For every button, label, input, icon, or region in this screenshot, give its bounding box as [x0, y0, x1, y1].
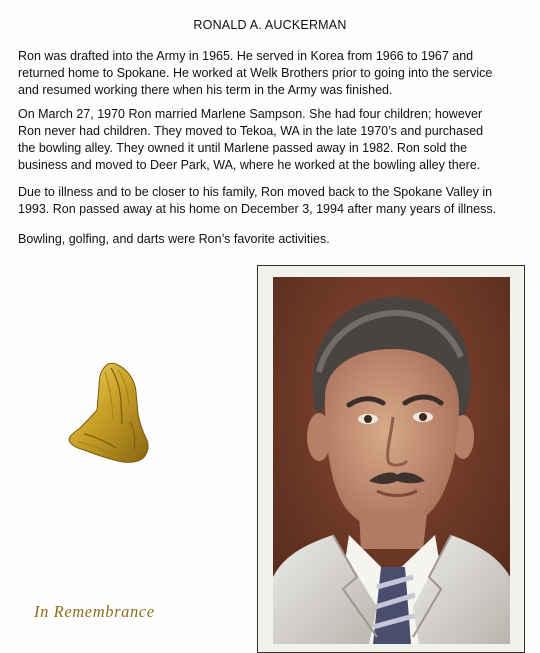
paragraph-military [18, 48, 540, 99]
paragraph-illness [18, 184, 540, 218]
text-line: On March 27, 1970 Ron married Marlene Sampson. She had four children; however [18, 107, 483, 121]
text-line: and resumed working there when his term in the Army was finished. [18, 83, 393, 97]
paragraph-activities [18, 231, 540, 248]
text-line: 1993. Ron passed away at his home on December 3, 1994 after many years of illness. [18, 202, 497, 216]
text-line: Ron was drafted into the Army in 1965. He served in Korea from 1966 to 1967 and [18, 49, 474, 63]
text-line: Ron never had children. They moved to Tekoa, WA in the late 1970’s and purchased [18, 124, 484, 138]
portrait-photo [273, 277, 510, 644]
text-line: Bowling, golfing, and darts were Ron’s favorite activities. [18, 232, 330, 246]
text-line: Due to illness and to be closer to his family, Ron moved back to the Spokane Valley in [18, 185, 493, 199]
remembrance-caption: In Remembrance [34, 602, 155, 621]
praying-hands-icon [66, 362, 150, 464]
paragraph-marriage [18, 106, 540, 174]
text-line: business and moved to Deer Park, WA, where he worked at the bowling alley there. [18, 158, 481, 172]
page-title: RONALD A. AUCKERMAN [193, 18, 347, 32]
text-line: returned home to Spokane. He worked at Welk Brothers prior to going into the service [18, 66, 493, 80]
text-line: the bowling alley. They owned it until Marlene passed away in 1982. Ron sold the [18, 141, 468, 155]
